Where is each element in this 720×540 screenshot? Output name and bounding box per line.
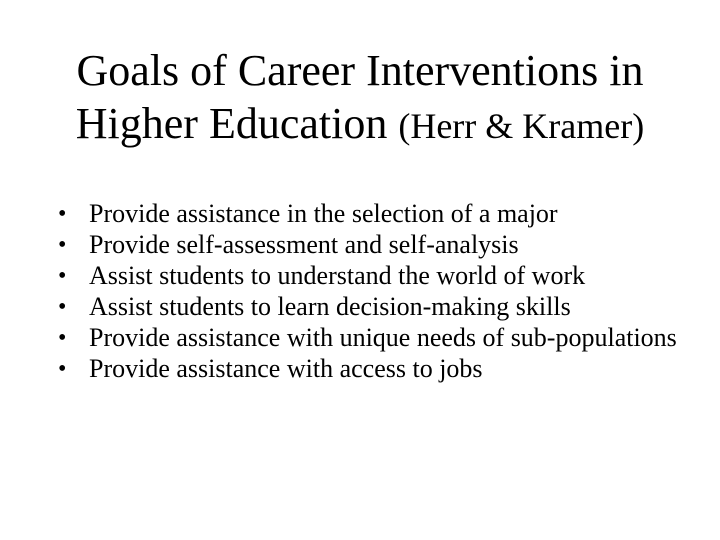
bullet-text: Assist students to learn decision-making skills	[89, 292, 571, 321]
bullet-icon: •	[58, 356, 67, 382]
bullet-icon: •	[58, 294, 67, 320]
bullet-text: Assist students to understand the world of work	[89, 261, 586, 290]
bullet-icon: •	[58, 201, 67, 227]
bullet-text: Provide assistance with access to jobs	[89, 354, 483, 383]
bullet-item	[58, 292, 678, 322]
bullet-icon: •	[58, 263, 67, 289]
bullet-item	[58, 261, 678, 291]
title-line-1: Goals of Career Interventions in	[76, 46, 644, 95]
bullet-text: Provide self-assessment and self-analysis	[89, 230, 519, 259]
bullet-item	[58, 230, 678, 260]
title-attribution: (Herr & Kramer)	[398, 106, 645, 146]
slide-title	[40, 44, 680, 153]
bullet-item	[58, 354, 678, 384]
bullet-list	[58, 199, 678, 385]
bullet-icon: •	[58, 232, 67, 258]
bullet-text: Provide assistance with unique needs of sub-populations	[89, 323, 677, 352]
bullet-icon: •	[58, 325, 67, 351]
title-main: Higher Education	[75, 99, 388, 148]
bullet-item	[58, 199, 678, 229]
title-line-2	[40, 97, 680, 153]
bullet-item	[58, 323, 678, 353]
bullet-text: Provide assistance in the selection of a major	[89, 199, 558, 228]
